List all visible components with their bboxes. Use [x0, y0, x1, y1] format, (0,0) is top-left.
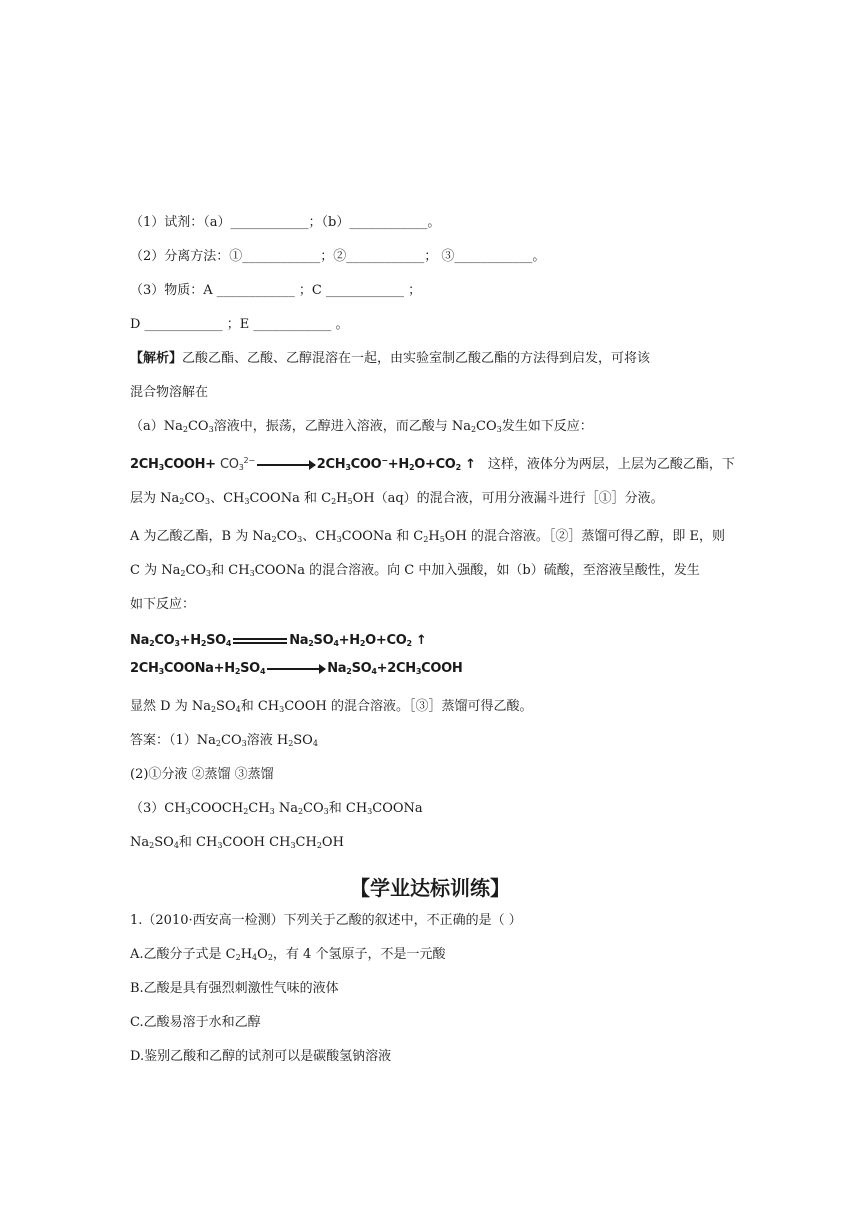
c-line: C 为 $Na_2CO_3$和 $CH_3COONa$ 的混合溶液。向 C 中加入强酸，如（b）硫酸，至溶液呈酸性，发生 [130, 563, 700, 578]
react-label: 如下反应： [130, 597, 196, 612]
question-3: （3）物质：A ____________ ；C ____________ ； [130, 283, 422, 298]
question-1: （1）试剂：（a）____________；（b）____________。 [130, 215, 441, 230]
answer-4: $Na_2SO_4$和 $CH_3COOH$ $CH_3CH_2OH$ [130, 835, 344, 850]
option-b: B.乙酸是具有强烈刺激性气味的液体 [130, 981, 339, 996]
analysis-para-2: 混合物溶解在 [130, 385, 209, 400]
answer-1: 答案：$(1)Na_2CO_3$溶液 $H_2SO_4$ [130, 733, 318, 748]
d-line: 显然 D 为 $Na_2SO_4$和 $CH_3COOH$ 的混合溶液。［③］蒸馏可得乙酸。 [130, 699, 533, 714]
equation-3: $2CH_3COONa+H_2SO_4$ $Na_2SO_4+2CH_3COOH$ [130, 661, 463, 676]
equation-1: $2CH_3COOH+ CO_3^{2-}$ $2CH_3COO^-+H_2O+CO_2$ ↑ [130, 456, 476, 472]
reaction-arrow-icon [257, 464, 315, 466]
analysis-para: 【解析】乙酸乙酯、乙酸、乙醇混溶在一起，由实验室制乙酸乙酯的方法得到启发，可将该 [130, 351, 651, 366]
ab-line: A 为乙酸乙酯，B 为 $Na_2CO_3$、$CH_3COONa$ 和 $C_2H_5OH$ 的混合溶液。［②］蒸馏可得乙醇，即 E，则 [130, 529, 726, 544]
option-d: D.鉴别乙酸和乙醇的试剂可以是碳酸氢钠溶液 [130, 1049, 392, 1064]
question-stem: 1.（2010·西安高一检测）下列关于乙酸的叙述中，不正确的是（ ） [130, 913, 522, 928]
question-2: （2）分离方法：①____________；②____________； ③____________。 [130, 249, 546, 264]
solution-a-line: $(a)Na_2CO_3$溶液中，振荡，乙醇进入溶液，而乙酸与 $Na_2CO_3$发生如下反应： [130, 419, 593, 434]
equation-1-line: $2CH_3COOH+ CO_3^{2-}$ $2CH_3COO^-+H_2O+CO_2$ ↑ 这样，液体分为两层，上层为乙酸乙酯，下 [130, 456, 735, 472]
equals-sign-icon [233, 638, 287, 644]
answer-3: $(3)CH_3COOCH_2CH_3$ $Na_2CO_3$和 $CH_3COONa$ [130, 801, 423, 816]
section-title: 【学业达标训练】 [350, 876, 510, 900]
question-3b: D ____________ ；E ____________ 。 [130, 317, 349, 332]
option-a: A.乙酸分子式是 $C_2H_4O_2$，有 4 个氢原子，不是一元酸 [130, 947, 446, 962]
analysis-label: 【解析】 [130, 351, 183, 366]
reaction-arrow-icon [267, 668, 325, 670]
equation-2: $Na_2CO_3+H_2SO_4$ $Na_2SO_4+H_2O+CO_2$ ↑ [130, 633, 427, 648]
gas-up-arrow-icon: ↑ [465, 457, 476, 472]
answer-2: (2)①分液 ②蒸馏 ③蒸馏 [130, 767, 274, 782]
gas-up-arrow-icon: ↑ [415, 633, 427, 648]
layer-line: 层为 $Na_2CO_3$、$CH_3COONa$ 和 $C_2H_5OH(aq)$的混合液，可用分液漏斗进行［①］分液。 [130, 491, 664, 506]
option-c: C.乙酸易溶于水和乙醇 [130, 1015, 261, 1030]
